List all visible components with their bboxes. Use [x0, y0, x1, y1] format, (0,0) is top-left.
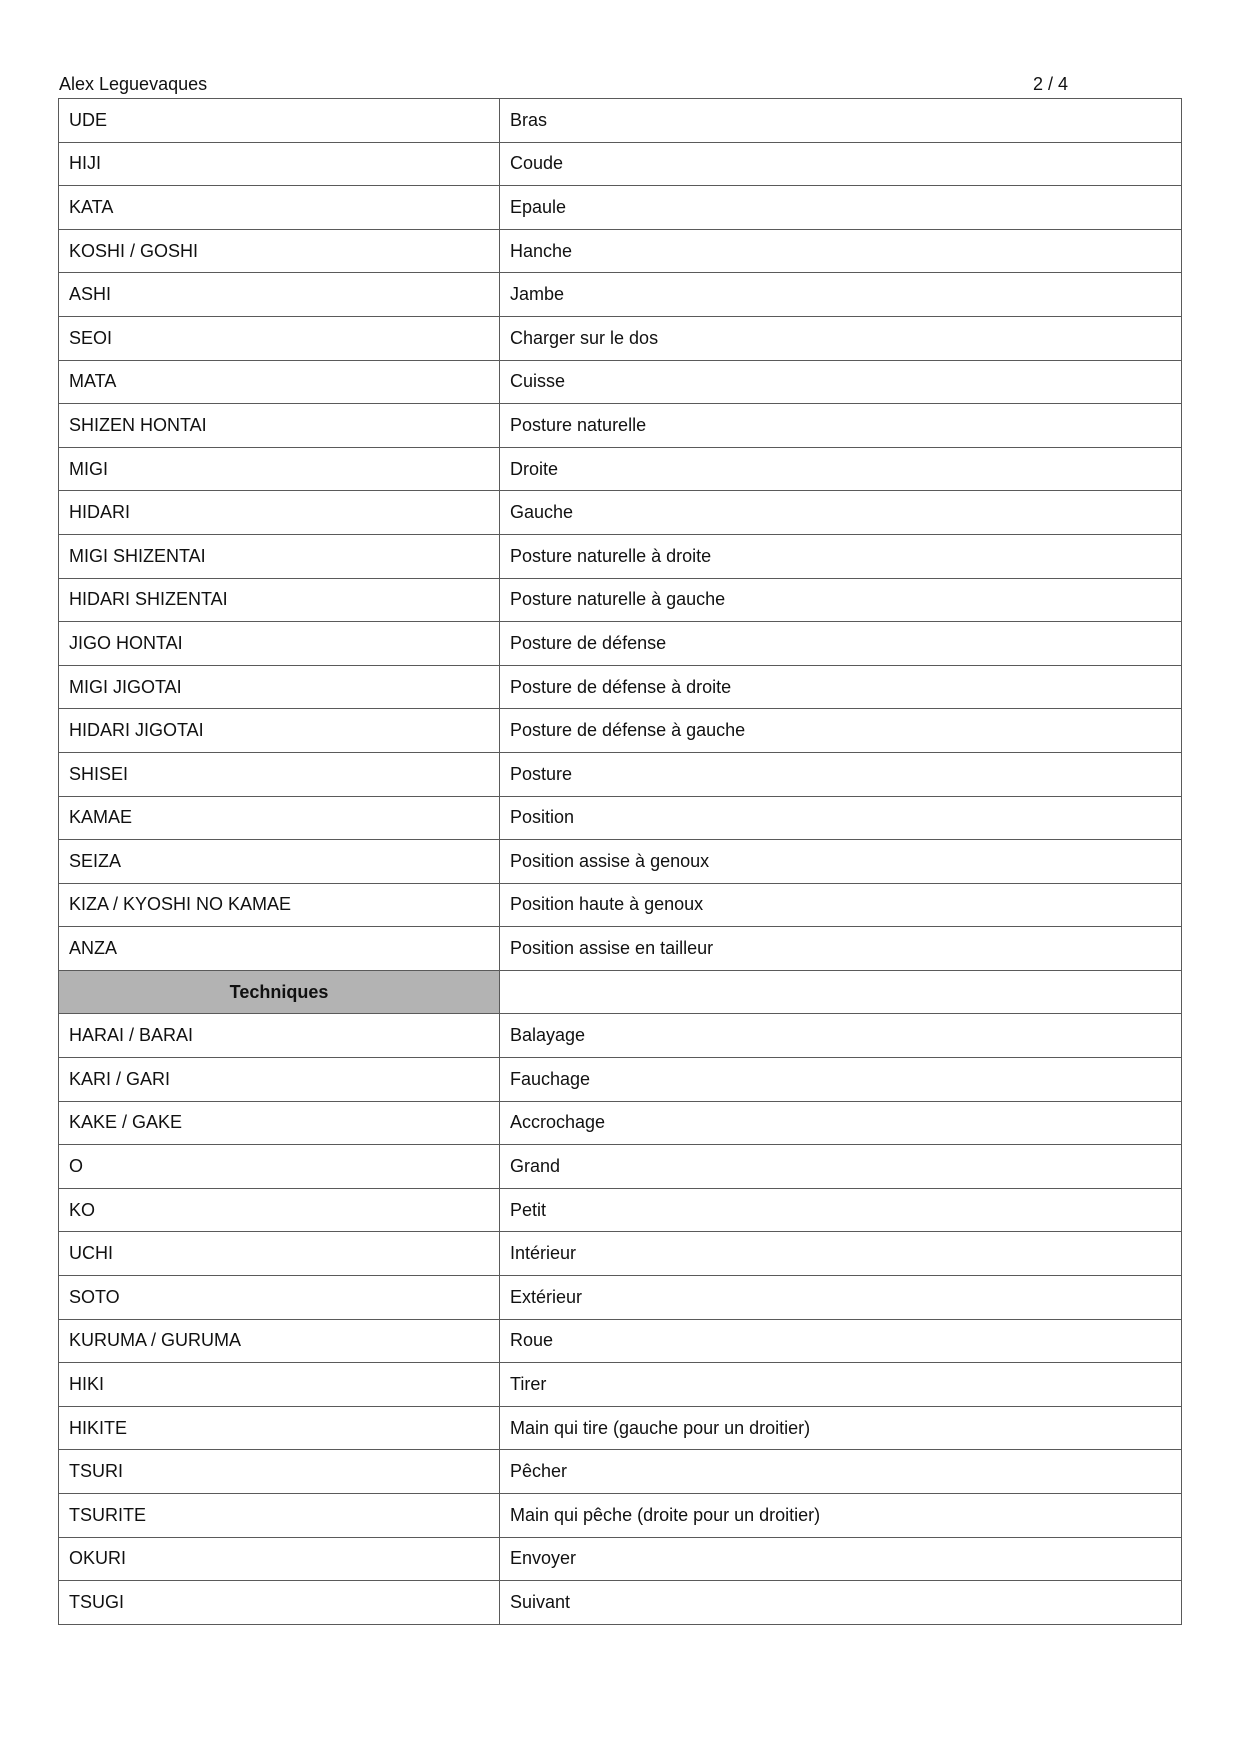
term-cell: O [59, 1145, 500, 1189]
term-cell: TSUGI [59, 1581, 500, 1625]
term-cell: KO [59, 1188, 500, 1232]
table-row [59, 99, 1182, 143]
term-cell: HIJI [59, 142, 500, 186]
table-row [59, 1494, 1182, 1538]
meaning-cell: Posture naturelle [500, 404, 1182, 448]
meaning-cell: Posture naturelle à gauche [500, 578, 1182, 622]
section-title: Techniques [59, 970, 500, 1014]
meaning-cell: Charger sur le dos [500, 316, 1182, 360]
meaning-cell: Extérieur [500, 1276, 1182, 1320]
table-row [59, 1581, 1182, 1625]
term-cell: SHIZEN HONTAI [59, 404, 500, 448]
meaning-cell: Grand [500, 1145, 1182, 1189]
term-cell: KIZA / KYOSHI NO KAMAE [59, 883, 500, 927]
term-cell: HIKITE [59, 1406, 500, 1450]
term-cell: ASHI [59, 273, 500, 317]
meaning-cell: Petit [500, 1188, 1182, 1232]
table-row [59, 1145, 1182, 1189]
table-row [59, 273, 1182, 317]
term-cell: MIGI [59, 447, 500, 491]
table-row [59, 622, 1182, 666]
meaning-cell: Position assise en tailleur [500, 927, 1182, 971]
meaning-cell: Intérieur [500, 1232, 1182, 1276]
term-cell: MIGI SHIZENTAI [59, 534, 500, 578]
term-cell: MATA [59, 360, 500, 404]
meaning-cell: Jambe [500, 273, 1182, 317]
table-row [59, 1450, 1182, 1494]
term-cell: JIGO HONTAI [59, 622, 500, 666]
meaning-cell: Roue [500, 1319, 1182, 1363]
table-row [59, 1101, 1182, 1145]
meaning-cell: Cuisse [500, 360, 1182, 404]
page-header [59, 74, 1068, 96]
table-row [59, 534, 1182, 578]
meaning-cell: Posture de défense à droite [500, 665, 1182, 709]
table-row [59, 1537, 1182, 1581]
meaning-cell: Accrochage [500, 1101, 1182, 1145]
meaning-cell: Epaule [500, 186, 1182, 230]
term-cell: HIDARI JIGOTAI [59, 709, 500, 753]
table-row [59, 186, 1182, 230]
meaning-cell: Position [500, 796, 1182, 840]
table-row [59, 1363, 1182, 1407]
term-cell: HIDARI [59, 491, 500, 535]
table-row [59, 752, 1182, 796]
table-row [59, 1406, 1182, 1450]
glossary-body [59, 99, 1182, 1625]
table-row [59, 491, 1182, 535]
table-row [59, 1276, 1182, 1320]
term-cell: SEOI [59, 316, 500, 360]
term-cell: UCHI [59, 1232, 500, 1276]
meaning-cell: Droite [500, 447, 1182, 491]
meaning-cell: Posture naturelle à droite [500, 534, 1182, 578]
term-cell: HARAI / BARAI [59, 1014, 500, 1058]
meaning-cell: Coude [500, 142, 1182, 186]
meaning-cell: Main qui tire (gauche pour un droitier) [500, 1406, 1182, 1450]
page-number: 2 / 4 [1032, 74, 1068, 94]
table-row [59, 1319, 1182, 1363]
meaning-cell: Gauche [500, 491, 1182, 535]
meaning-cell: Posture de défense [500, 622, 1182, 666]
term-cell: SHISEI [59, 752, 500, 796]
meaning-cell: Posture de défense à gauche [500, 709, 1182, 753]
table-row [59, 447, 1182, 491]
author-name: Alex Leguevaques [59, 74, 208, 94]
table-row [59, 709, 1182, 753]
section-empty-cell [500, 970, 1182, 1014]
table-row [59, 1188, 1182, 1232]
table-row [59, 1058, 1182, 1102]
meaning-cell: Posture [500, 752, 1182, 796]
table-row [59, 316, 1182, 360]
term-cell: HIKI [59, 1363, 500, 1407]
table-row [59, 578, 1182, 622]
meaning-cell: Position haute à genoux [500, 883, 1182, 927]
table-row [59, 840, 1182, 884]
term-cell: OKURI [59, 1537, 500, 1581]
term-cell: KARI / GARI [59, 1058, 500, 1102]
meaning-cell: Main qui pêche (droite pour un droitier) [500, 1494, 1182, 1538]
term-cell: MIGI JIGOTAI [59, 665, 500, 709]
table-row [59, 360, 1182, 404]
meaning-cell: Suivant [500, 1581, 1182, 1625]
table-row [59, 883, 1182, 927]
term-cell: TSURITE [59, 1494, 500, 1538]
table-row [59, 796, 1182, 840]
table-row [59, 927, 1182, 971]
meaning-cell: Envoyer [500, 1537, 1182, 1581]
table-row [59, 665, 1182, 709]
term-cell: KOSHI / GOSHI [59, 229, 500, 273]
term-cell: KAKE / GAKE [59, 1101, 500, 1145]
meaning-cell: Position assise à genoux [500, 840, 1182, 884]
table-row [59, 142, 1182, 186]
meaning-cell: Pêcher [500, 1450, 1182, 1494]
meaning-cell: Tirer [500, 1363, 1182, 1407]
term-cell: ANZA [59, 927, 500, 971]
term-cell: KATA [59, 186, 500, 230]
term-cell: SEIZA [59, 840, 500, 884]
term-cell: HIDARI SHIZENTAI [59, 578, 500, 622]
glossary-table [58, 98, 1182, 1625]
term-cell: SOTO [59, 1276, 500, 1320]
meaning-cell: Bras [500, 99, 1182, 143]
term-cell: UDE [59, 99, 500, 143]
meaning-cell: Hanche [500, 229, 1182, 273]
table-row [59, 229, 1182, 273]
term-cell: KURUMA / GURUMA [59, 1319, 500, 1363]
table-row [59, 1232, 1182, 1276]
meaning-cell: Balayage [500, 1014, 1182, 1058]
term-cell: KAMAE [59, 796, 500, 840]
table-row [59, 1014, 1182, 1058]
term-cell: TSURI [59, 1450, 500, 1494]
meaning-cell: Fauchage [500, 1058, 1182, 1102]
section-header-row [59, 970, 1182, 1014]
table-row [59, 404, 1182, 448]
